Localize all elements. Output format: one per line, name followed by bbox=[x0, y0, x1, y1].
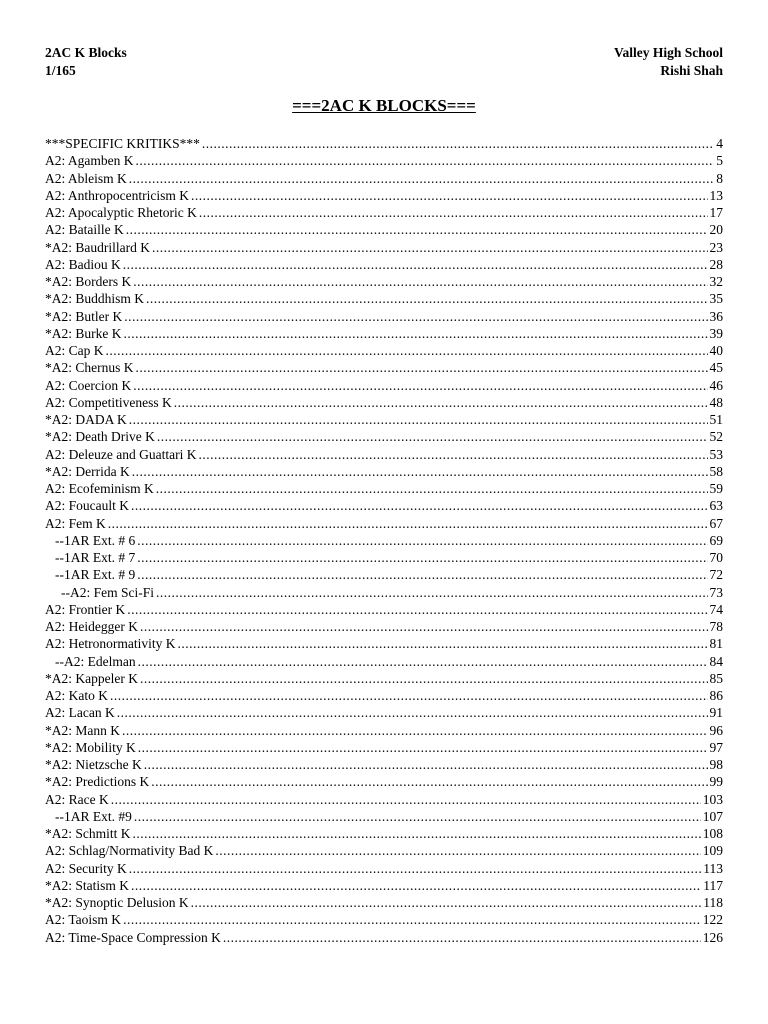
toc-entry-title: *A2: DADA K bbox=[45, 412, 127, 427]
toc-leader-dots bbox=[134, 808, 701, 825]
toc-leader-dots bbox=[140, 618, 708, 635]
toc-entry-title: *A2: Chernus K bbox=[45, 360, 134, 376]
toc-entry[interactable] bbox=[45, 428, 723, 445]
toc-entry[interactable] bbox=[45, 653, 723, 670]
toc-leader-dots bbox=[191, 894, 702, 911]
toc-leader-dots bbox=[126, 221, 708, 238]
toc-entry-title: A2: Coercion K bbox=[45, 377, 132, 393]
toc-entry[interactable] bbox=[45, 670, 723, 687]
toc-leader-dots bbox=[108, 515, 708, 532]
toc-entry-title: *A2: Butler K bbox=[45, 308, 123, 324]
toc-entry-page-number: 86 bbox=[709, 688, 723, 703]
toc-leader-dots bbox=[110, 687, 708, 704]
toc-leader-dots bbox=[133, 377, 707, 394]
toc-entry[interactable] bbox=[45, 704, 723, 721]
toc-entry-page-number: 85 bbox=[709, 670, 723, 686]
toc-entry-page-number: 113 bbox=[703, 860, 723, 876]
toc-entry[interactable] bbox=[45, 446, 723, 463]
toc-entry-title: A2: Race K bbox=[45, 791, 109, 807]
table-of-contents bbox=[45, 135, 723, 946]
toc-entry-page-number: 20 bbox=[709, 222, 723, 238]
toc-leader-dots bbox=[136, 152, 715, 169]
toc-entry[interactable] bbox=[45, 152, 723, 169]
toc-entry-title: *A2: Death Drive K bbox=[45, 429, 155, 445]
toc-leader-dots bbox=[223, 929, 701, 946]
toc-entry-title: A2: Time-Space Compression K bbox=[45, 929, 221, 945]
toc-entry[interactable] bbox=[45, 601, 723, 618]
toc-entry[interactable] bbox=[45, 239, 723, 256]
toc-entry[interactable] bbox=[45, 722, 723, 739]
toc-entry-title: *A2: Baudrillard K bbox=[45, 239, 150, 255]
toc-entry-page-number: 78 bbox=[709, 619, 723, 634]
toc-entry-title: *A2: Schmitt K bbox=[45, 826, 131, 841]
toc-entry-page-number: 97 bbox=[709, 739, 723, 755]
toc-entry-title: A2: Apocalyptic Rhetoric K bbox=[45, 205, 197, 220]
toc-entry[interactable] bbox=[45, 308, 723, 325]
toc-entry-page-number: 72 bbox=[709, 567, 723, 583]
toc-entry-title: A2: Taoism K bbox=[45, 912, 122, 928]
toc-entry-title: A2: Schlag/Normativity Bad K bbox=[45, 843, 214, 859]
toc-leader-dots bbox=[106, 342, 708, 359]
toc-entry-page-number: 84 bbox=[709, 653, 723, 669]
toc-entry-page-number: 103 bbox=[702, 791, 723, 807]
toc-entry-title: A2: Deleuze and Guattari K bbox=[45, 446, 197, 462]
toc-entry-title: *A2: Buddhism K bbox=[45, 291, 145, 307]
toc-entry[interactable] bbox=[45, 463, 723, 480]
toc-entry-title: A2: Heidegger K bbox=[45, 619, 138, 634]
toc-entry[interactable] bbox=[45, 187, 723, 204]
toc-entry[interactable] bbox=[45, 290, 723, 307]
toc-entry[interactable] bbox=[45, 808, 723, 825]
toc-leader-dots bbox=[133, 273, 707, 290]
toc-entry-title: *A2: Synoptic Delusion K bbox=[45, 895, 189, 910]
toc-entry-title: A2: Anthropocentricism K bbox=[45, 187, 189, 203]
toc-entry-title: *A2: Statism K bbox=[45, 877, 130, 893]
toc-leader-dots bbox=[129, 170, 714, 187]
toc-entry-page-number: 46 bbox=[709, 377, 723, 393]
toc-entry-page-number: 70 bbox=[709, 550, 723, 565]
toc-entry-title: ***SPECIFIC KRITIKS*** bbox=[45, 136, 200, 151]
toc-leader-dots bbox=[146, 290, 707, 307]
page-title-block bbox=[0, 96, 768, 116]
toc-entry[interactable] bbox=[45, 325, 723, 342]
toc-entry[interactable] bbox=[45, 929, 723, 946]
toc-entry-title: *A2: Mobility K bbox=[45, 739, 136, 755]
toc-entry-page-number: 74 bbox=[709, 601, 723, 617]
toc-leader-dots bbox=[133, 825, 701, 842]
toc-entry-page-number: 73 bbox=[709, 584, 723, 600]
toc-leader-dots bbox=[124, 308, 707, 325]
toc-entry-page-number: 58 bbox=[709, 463, 723, 479]
toc-leader-dots bbox=[137, 549, 707, 566]
toc-entry-title: *A2: Derrida K bbox=[45, 463, 130, 479]
toc-leader-dots bbox=[131, 497, 708, 514]
toc-entry[interactable] bbox=[45, 480, 723, 497]
toc-entry-page-number: 40 bbox=[709, 343, 723, 358]
toc-entry-title: *A2: Borders K bbox=[45, 274, 132, 289]
toc-entry-page-number: 13 bbox=[709, 187, 723, 203]
toc-entry-page-number: 59 bbox=[709, 481, 723, 496]
toc-entry-page-number: 48 bbox=[709, 394, 723, 410]
toc-entry[interactable] bbox=[45, 515, 723, 532]
toc-entry-page-number: 5 bbox=[716, 153, 723, 169]
toc-entry-title: *A2: Kappeler K bbox=[45, 670, 138, 686]
toc-leader-dots bbox=[202, 135, 714, 152]
toc-leader-dots bbox=[156, 480, 708, 497]
toc-entry-page-number: 126 bbox=[702, 929, 723, 945]
toc-entry[interactable] bbox=[45, 635, 723, 652]
toc-entry-title: A2: Security K bbox=[45, 860, 127, 876]
toc-leader-dots bbox=[137, 532, 707, 549]
toc-entry-title: A2: Bataille K bbox=[45, 222, 124, 238]
toc-entry-title: A2: Fem K bbox=[45, 515, 106, 531]
toc-entry[interactable] bbox=[45, 204, 723, 221]
toc-entry-page-number: 108 bbox=[702, 826, 723, 841]
toc-entry-title: --1AR Ext. # 9 bbox=[55, 567, 136, 583]
toc-leader-dots bbox=[174, 394, 708, 411]
toc-entry-page-number: 32 bbox=[709, 274, 723, 289]
toc-entry-page-number: 98 bbox=[709, 757, 723, 772]
toc-leader-dots bbox=[177, 635, 707, 652]
toc-leader-dots bbox=[124, 325, 708, 342]
toc-entry-title: --1AR Ext. # 6 bbox=[55, 532, 136, 548]
toc-entry[interactable] bbox=[45, 394, 723, 411]
toc-entry-title: *A2: Mann K bbox=[45, 722, 120, 738]
toc-entry[interactable] bbox=[45, 497, 723, 514]
toc-leader-dots bbox=[199, 204, 708, 221]
toc-entry-page-number: 8 bbox=[716, 170, 723, 186]
toc-entry[interactable] bbox=[45, 739, 723, 756]
toc-entry[interactable] bbox=[45, 842, 723, 859]
toc-entry[interactable] bbox=[45, 532, 723, 549]
toc-entry-page-number: 91 bbox=[709, 705, 723, 721]
toc-entry-title: --A2: Fem Sci-Fi bbox=[61, 584, 154, 600]
page-counter: 1/165 bbox=[45, 63, 76, 78]
header-right bbox=[614, 44, 723, 80]
toc-entry[interactable] bbox=[45, 273, 723, 290]
toc-entry-title: A2: Kato K bbox=[45, 688, 108, 703]
toc-leader-dots bbox=[111, 791, 701, 808]
toc-entry-page-number: 122 bbox=[702, 912, 723, 928]
document-name: 2AC K Blocks bbox=[45, 45, 127, 60]
toc-entry-title: A2: Cap K bbox=[45, 343, 104, 358]
toc-leader-dots bbox=[129, 860, 702, 877]
toc-entry[interactable] bbox=[45, 756, 723, 773]
toc-leader-dots bbox=[123, 911, 701, 928]
toc-entry-page-number: 28 bbox=[709, 256, 723, 272]
toc-entry[interactable] bbox=[45, 411, 723, 428]
toc-entry-page-number: 117 bbox=[703, 877, 723, 893]
toc-entry[interactable] bbox=[45, 860, 723, 877]
toc-entry-title: A2: Agamben K bbox=[45, 153, 134, 169]
toc-entry-title: A2: Lacan K bbox=[45, 705, 115, 721]
toc-entry[interactable] bbox=[45, 549, 723, 566]
toc-leader-dots bbox=[191, 187, 708, 204]
toc-leader-dots bbox=[122, 722, 708, 739]
toc-entry[interactable] bbox=[45, 911, 723, 928]
toc-leader-dots bbox=[144, 756, 708, 773]
toc-entry-page-number: 96 bbox=[709, 722, 723, 738]
toc-leader-dots bbox=[129, 411, 708, 428]
toc-entry-title: A2: Frontier K bbox=[45, 601, 126, 617]
toc-entry-title: A2: Badiou K bbox=[45, 256, 121, 272]
author-name: Rishi Shah bbox=[660, 63, 723, 78]
toc-entry-title: A2: Ecofeminism K bbox=[45, 481, 154, 496]
toc-entry-title: *A2: Predictions K bbox=[45, 774, 150, 790]
toc-entry-title: *A2: Nietzsche K bbox=[45, 757, 142, 772]
toc-leader-dots bbox=[215, 842, 700, 859]
toc-entry-title: --1AR Ext. #9 bbox=[55, 808, 132, 824]
toc-leader-dots bbox=[152, 239, 708, 256]
toc-entry-title: A2: Foucault K bbox=[45, 498, 129, 514]
toc-leader-dots bbox=[151, 773, 707, 790]
toc-entry-title: *A2: Burke K bbox=[45, 325, 122, 341]
toc-entry-page-number: 45 bbox=[709, 360, 723, 376]
toc-entry-page-number: 63 bbox=[709, 498, 723, 514]
toc-entry-page-number: 99 bbox=[709, 774, 723, 790]
toc-entry-page-number: 4 bbox=[716, 136, 723, 151]
toc-entry[interactable] bbox=[45, 221, 723, 238]
toc-leader-dots bbox=[198, 446, 707, 463]
toc-entry[interactable] bbox=[45, 687, 723, 704]
page-title: ===2AC K BLOCKS=== bbox=[292, 96, 476, 115]
toc-entry-page-number: 36 bbox=[709, 308, 723, 324]
toc-entry[interactable] bbox=[45, 256, 723, 273]
toc-entry[interactable] bbox=[45, 791, 723, 808]
toc-entry[interactable] bbox=[45, 377, 723, 394]
toc-leader-dots bbox=[140, 670, 708, 687]
toc-entry[interactable] bbox=[45, 359, 723, 376]
header-left bbox=[45, 44, 127, 80]
toc-entry-page-number: 109 bbox=[702, 843, 723, 859]
toc-entry-page-number: 17 bbox=[709, 205, 723, 220]
toc-entry-page-number: 53 bbox=[709, 446, 723, 462]
toc-leader-dots bbox=[157, 428, 708, 445]
toc-entry[interactable] bbox=[45, 894, 723, 911]
toc-entry[interactable] bbox=[45, 170, 723, 187]
toc-entry[interactable] bbox=[45, 773, 723, 790]
toc-entry-page-number: 69 bbox=[709, 532, 723, 548]
toc-entry-page-number: 118 bbox=[703, 895, 723, 910]
toc-entry-page-number: 23 bbox=[709, 239, 723, 255]
toc-entry-title: A2: Ableism K bbox=[45, 170, 127, 186]
toc-entry-title: --1AR Ext. # 7 bbox=[55, 550, 136, 565]
toc-entry[interactable] bbox=[45, 584, 723, 601]
toc-leader-dots bbox=[137, 566, 707, 583]
toc-entry[interactable] bbox=[45, 342, 723, 359]
toc-entry[interactable] bbox=[45, 825, 723, 842]
toc-leader-dots bbox=[131, 877, 701, 894]
toc-entry[interactable] bbox=[45, 566, 723, 583]
toc-entry-page-number: 39 bbox=[709, 325, 723, 341]
toc-entry-page-number: 35 bbox=[709, 291, 723, 307]
toc-leader-dots bbox=[136, 359, 708, 376]
toc-leader-dots bbox=[117, 704, 708, 721]
toc-entry[interactable] bbox=[45, 135, 723, 152]
toc-entry-page-number: 52 bbox=[709, 429, 723, 445]
toc-leader-dots bbox=[156, 584, 708, 601]
toc-leader-dots bbox=[132, 463, 708, 480]
toc-entry-page-number: 107 bbox=[702, 808, 723, 824]
toc-entry[interactable] bbox=[45, 618, 723, 635]
toc-entry-title: A2: Hetronormativity K bbox=[45, 636, 176, 652]
toc-entry-page-number: 81 bbox=[709, 636, 723, 652]
toc-entry-page-number: 51 bbox=[709, 412, 723, 427]
toc-leader-dots bbox=[123, 256, 708, 273]
toc-entry-title: A2: Competitiveness K bbox=[45, 394, 172, 410]
school-name: Valley High School bbox=[613, 45, 723, 60]
toc-entry-page-number: 67 bbox=[709, 515, 723, 531]
toc-leader-dots bbox=[138, 653, 708, 670]
toc-entry[interactable] bbox=[45, 877, 723, 894]
toc-leader-dots bbox=[138, 739, 708, 756]
toc-entry-title: --A2: Edelman bbox=[55, 653, 136, 669]
toc-leader-dots bbox=[127, 601, 707, 618]
